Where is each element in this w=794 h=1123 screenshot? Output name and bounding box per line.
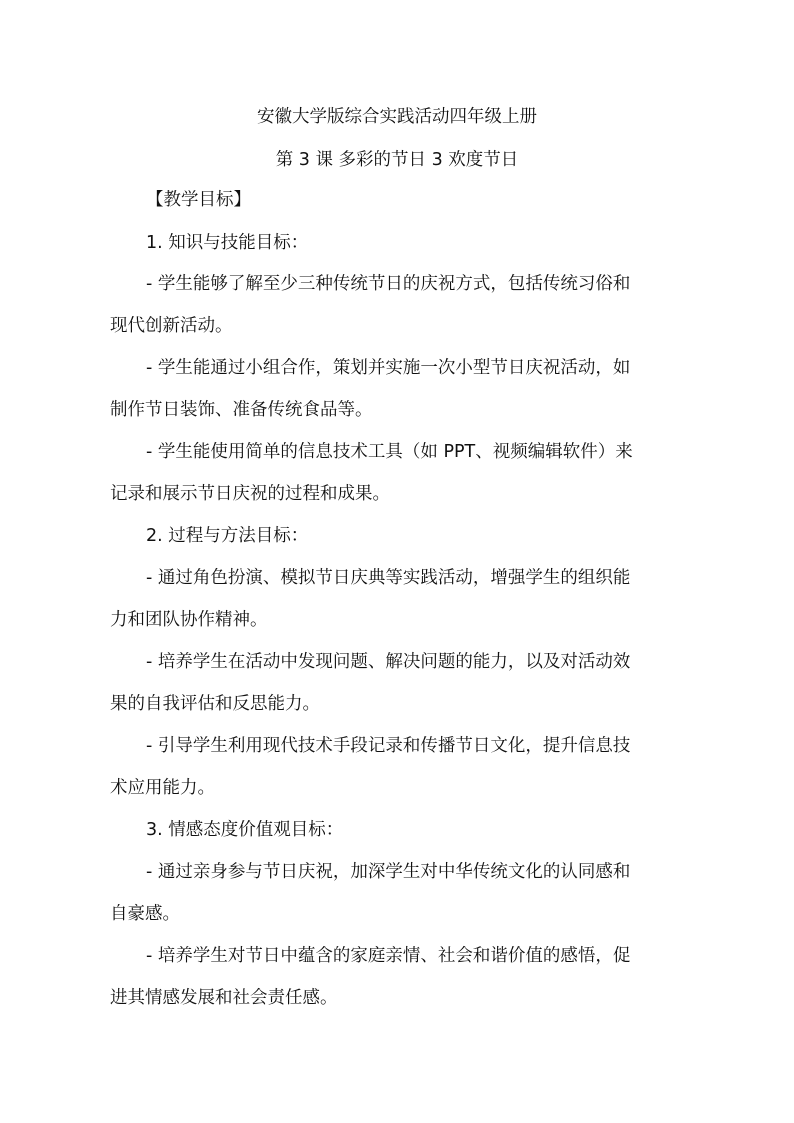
paragraph-line: - 通过亲身参与节日庆祝，加深学生对中华传统文化的认同感和	[146, 862, 631, 882]
paragraph-line: - 引导学生利用现代技术手段记录和传播节日文化，提升信息技	[146, 736, 631, 756]
paragraph-line: 制作节日装饰、准备传统食品等。	[110, 400, 373, 420]
goal-heading-process: 2. 过程与方法目标：	[146, 526, 309, 546]
paragraph-line: - 培养学生在活动中发现问题、解决问题的能力，以及对活动效	[146, 652, 631, 672]
paragraph-line: - 通过角色扮演、模拟节日庆典等实践活动，增强学生的组织能	[146, 568, 631, 588]
document-title: 安徽大学版综合实践活动四年级上册	[257, 107, 537, 127]
document-subtitle: 第 3 课 多彩的节日 3 欢度节日	[275, 150, 519, 170]
paragraph-line: 进其情感发展和社会责任感。	[110, 988, 338, 1008]
paragraph-line: - 学生能使用简单的信息技术工具（如 PPT、视频编辑软件）来	[146, 442, 633, 462]
paragraph-line: 记录和展示节日庆祝的过程和成果。	[110, 484, 390, 504]
paragraph-line: 现代创新活动。	[110, 316, 233, 336]
paragraph-line: - 学生能通过小组合作，策划并实施一次小型节日庆祝活动，如	[146, 358, 631, 378]
paragraph-line: - 学生能够了解至少三种传统节日的庆祝方式，包括传统习俗和	[146, 274, 631, 294]
paragraph-line: 果的自我评估和反思能力。	[110, 694, 320, 714]
paragraph-line: 力和团队协作精神。	[110, 610, 268, 630]
section-heading: 【教学目标】	[146, 190, 251, 210]
paragraph-line: 自豪感。	[110, 904, 180, 924]
paragraph-line: - 培养学生对节日中蕴含的家庭亲情、社会和谐价值的感悟，促	[146, 946, 631, 966]
paragraph-line: 术应用能力。	[110, 778, 215, 798]
goal-heading-knowledge: 1. 知识与技能目标：	[146, 233, 309, 253]
goal-heading-emotion: 3. 情感态度价值观目标：	[146, 820, 344, 840]
